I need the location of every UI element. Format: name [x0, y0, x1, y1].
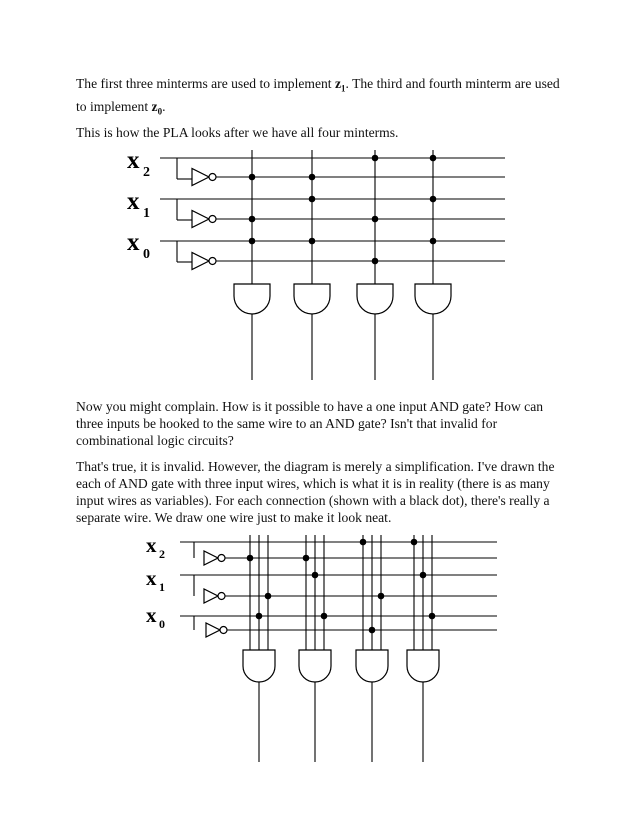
z0-symbol: $z_0$	[151, 98, 163, 117]
connection-dot	[420, 572, 427, 579]
not-gate-icon	[206, 623, 220, 637]
variable-subscript: 2	[159, 547, 165, 561]
connection-dot	[360, 539, 367, 546]
connection-dot	[256, 613, 263, 620]
text-span: .	[162, 98, 166, 114]
paragraph-explanation: That's true, it is invalid. However, the diagram is merely a simplification. I've drawn the each of AND gate with three input wires, which is what it is in reality (there is as many input wires as variables). For each connection (shown with a black dot), there's really a separate wire. We draw one wire just to make it look neat.	[76, 459, 555, 525]
z1-symbol: $z_1$	[334, 76, 346, 94]
connection-dot	[411, 539, 418, 546]
paragraph-pla-all-minterms: This is how the PLA looks after we have all four minterms.	[76, 125, 399, 140]
and-gate-icon	[243, 650, 275, 682]
variable-label: x	[146, 566, 157, 590]
variable-label: x	[146, 603, 157, 627]
variable-subscript: 0	[143, 247, 150, 262]
variable-subscript: 1	[159, 580, 165, 594]
variable-subscript: 2	[143, 165, 150, 180]
connection-dot	[369, 627, 376, 634]
and-gate-icon	[356, 650, 388, 682]
and-gate-icon	[407, 650, 439, 682]
connection-dot	[378, 593, 385, 600]
connection-dot	[429, 613, 436, 620]
text-span: The first three minterms are used to implement	[76, 76, 335, 91]
variable-subscript: 0	[159, 617, 165, 631]
paragraph-complaint: Now you might complain. How is it possible to have a one input AND gate? How can three inputs be hooked to the same wire to an AND gate? Isn't that invalid for combinational logic circuits?	[76, 399, 544, 448]
variable-label: x	[127, 188, 140, 215]
variable-subscript: 1	[143, 206, 150, 221]
inverter-bubble	[220, 627, 227, 634]
and-gate-icon	[299, 650, 331, 682]
connection-dot	[321, 613, 328, 620]
variable-label: x	[127, 147, 140, 174]
text-span: . The third and fourth minterm are used to implement	[76, 76, 560, 114]
inverter-bubble	[218, 593, 225, 600]
variable-label: x	[127, 229, 140, 256]
connection-dot	[303, 555, 310, 562]
connection-dot	[312, 572, 319, 579]
variable-label: x	[146, 533, 157, 557]
inverter-bubble	[218, 555, 225, 562]
connection-dot	[247, 555, 254, 562]
not-gate-icon	[204, 551, 218, 565]
not-gate-icon	[204, 589, 218, 603]
connection-dot	[265, 593, 272, 600]
